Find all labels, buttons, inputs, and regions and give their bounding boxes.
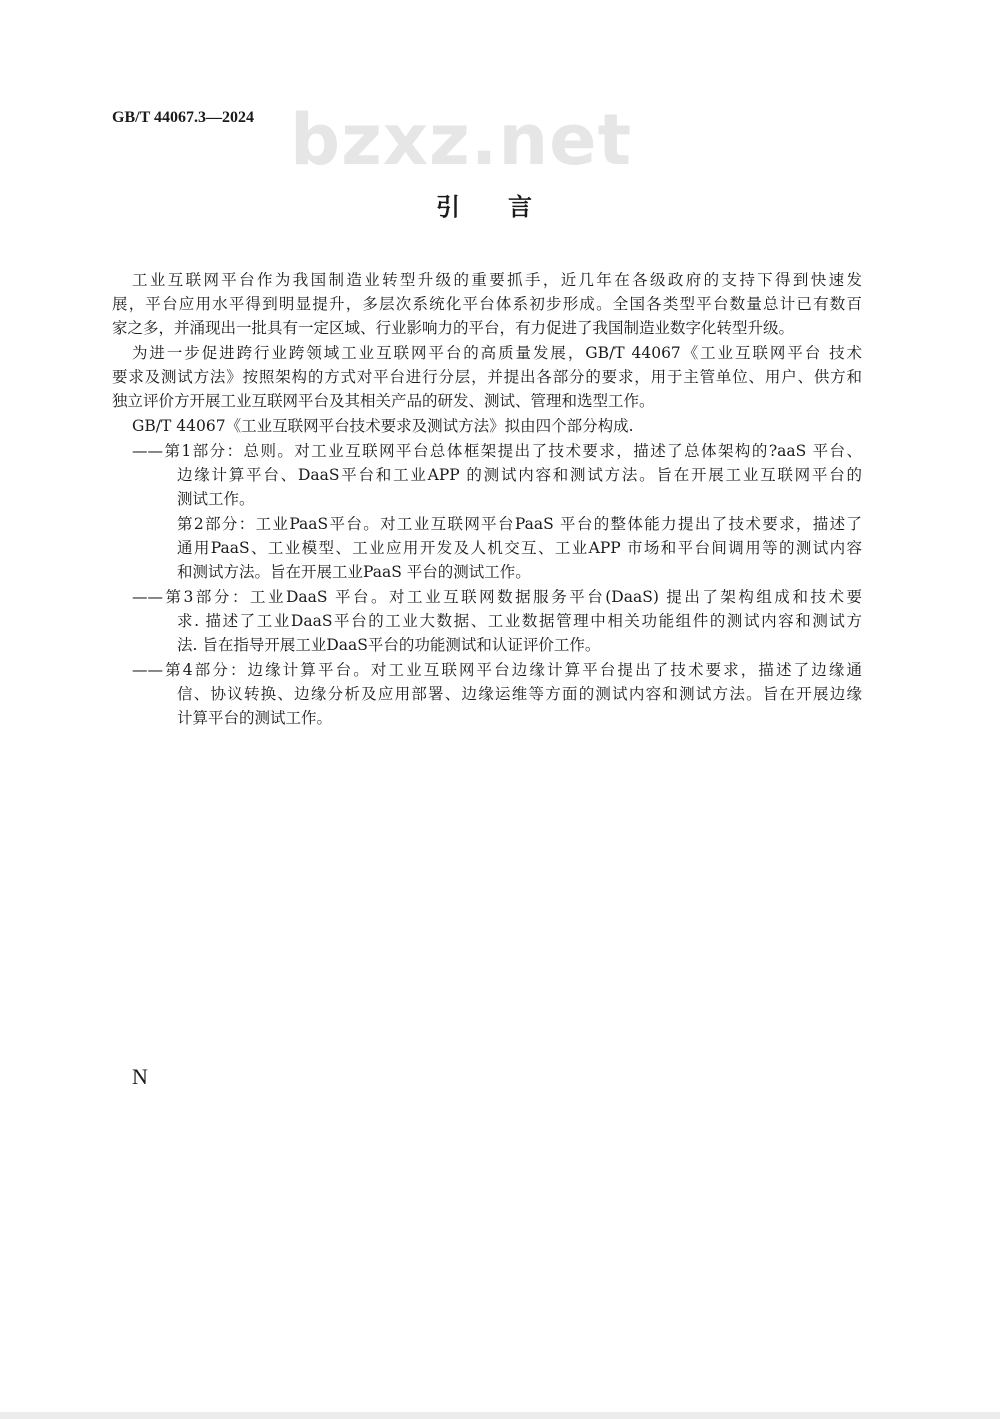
text-line: 要求及测试方法》按照架构的方式对平台进行分层，并提出各部分的要求，用于主管单位、用户、供方和 <box>112 368 862 386</box>
page-bottom-edge <box>0 1412 1000 1419</box>
footer-mark: N <box>132 1064 148 1089</box>
text-line: ——第4部分：边缘计算平台。对工业互联网平台边缘计算平台提出了技术要求，描述了边缘通 <box>132 661 862 679</box>
text-line: 和测试方法。旨在开展工业PaaS 平台的测试工作。 <box>177 563 531 581</box>
text-line: 边缘计算平台、DaaS平台和工业APP 的测试内容和测试方法。旨在开展工业互联网平台的 <box>177 466 862 484</box>
text-line: 信、协议转换、边缘分析及应用部署、边缘运维等方面的测试内容和测试方法。旨在开展边缘 <box>177 685 862 703</box>
list-item <box>112 658 862 730</box>
text-line: 法. 旨在指导开展工业DaaS平台的功能测试和认证评价工作。 <box>177 636 601 654</box>
text-line: ——第3部分：工业DaaS 平台。对工业互联网数据服务平台(DaaS) 提出了架构组成和技术要 <box>132 588 862 606</box>
paragraph <box>112 414 862 438</box>
text-line: 家之多，并涌现出一批具有一定区域、行业影响力的平台，有力促进了我国制造业数字化转型升级。 <box>112 319 795 337</box>
text-line: GB/T 44067《工业互联网平台技术要求及测试方法》拟由四个部分构成. <box>132 417 634 435</box>
text-line: 测试工作。 <box>177 490 255 508</box>
text-line: 计算平台的测试工作。 <box>177 709 333 727</box>
text-line: 独立评价方开展工业互联网平台及其相关产品的研发、测试、管理和选型工作。 <box>112 392 655 410</box>
text-line: 通用PaaS、工业模型、工业应用开发及人机交互、工业APP 市场和平台间调用等的测试内容 <box>177 539 862 557</box>
text-line: 展，平台应用水平得到明显提升，多层次系统化平台体系初步形成。全国各类型平台数量总计已有数百 <box>112 295 862 313</box>
text-line: 第2部分：工业PaaS平台。对工业互联网平台PaaS 平台的整体能力提出了技术要求，描述了 <box>177 515 862 533</box>
text-line: 工业互联网平台作为我国制造业转型升级的重要抓手，近几年在各级政府的支持下得到快速发 <box>132 271 862 289</box>
watermark: bzxz.net <box>290 99 633 181</box>
paragraph <box>112 268 862 340</box>
list-item <box>112 585 862 657</box>
text-line: ——第1部分：总则。对工业互联网平台总体框架提出了技术要求，描述了总体架构的?aaS 平台、 <box>132 442 862 460</box>
paragraph <box>112 341 862 413</box>
list-item <box>112 512 862 584</box>
text-line: 求. 描述了工业DaaS平台的工业大数据、工业数据管理中相关功能组件的测试内容和测试方 <box>177 612 862 630</box>
document-body <box>112 268 862 730</box>
text-line: 为进一步促进跨行业跨领域工业互联网平台的高质量发展，GB/T 44067《工业互联网平台 技术 <box>132 344 862 362</box>
page-title: 引言 <box>436 193 580 221</box>
list-item <box>112 439 862 511</box>
standard-number: GB/T 44067.3—2024 <box>112 109 254 126</box>
